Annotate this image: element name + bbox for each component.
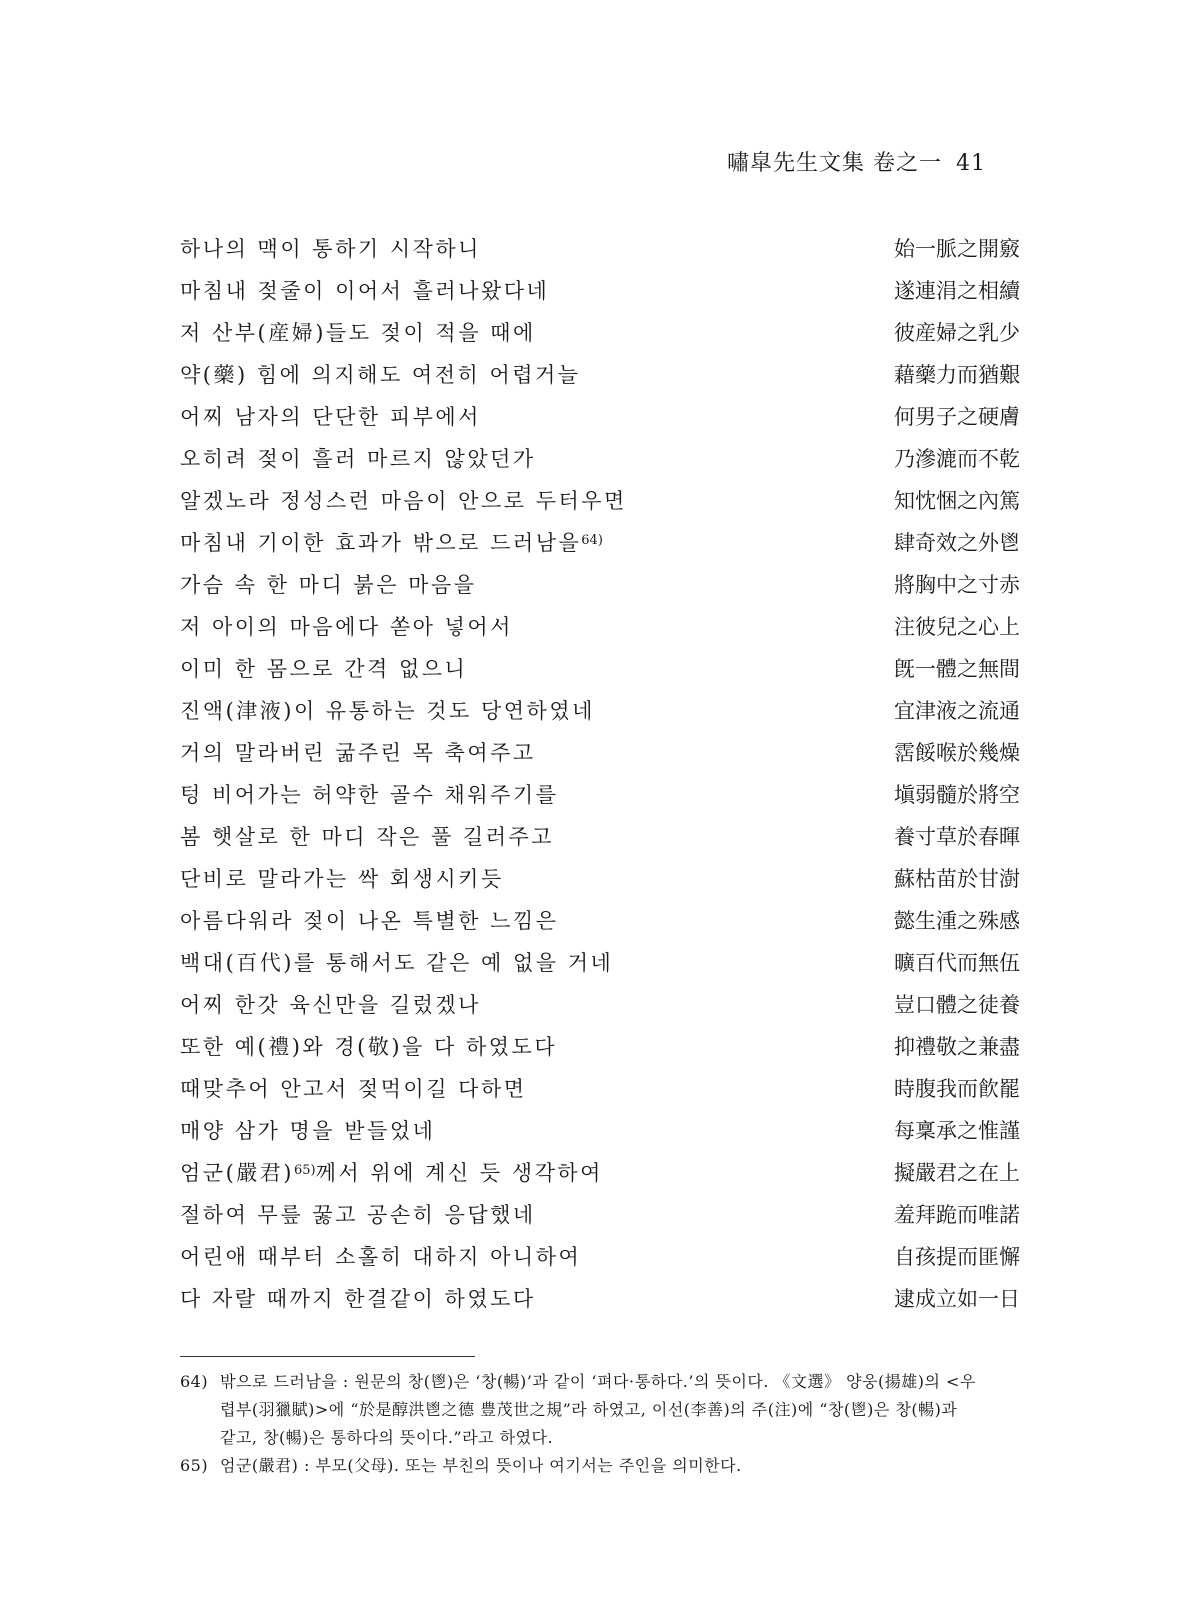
chinese-original: 曠百代而無伍 <box>894 951 1020 975</box>
verse-line <box>180 732 1020 774</box>
verse-line <box>180 774 1020 816</box>
korean-translation <box>180 1278 536 1320</box>
verse-line <box>180 984 1020 1026</box>
verse-line <box>180 396 1020 438</box>
korean-translation <box>180 1236 581 1278</box>
verse-line <box>180 1026 1020 1068</box>
footnote-line: 같고, 창(暢)은 통하다의 뜻이다.”라고 하였다. <box>220 1428 554 1447</box>
chinese-original: 時腹我而飮罷 <box>894 1077 1020 1101</box>
verse-line <box>180 1278 1020 1320</box>
verse-line <box>180 1110 1020 1152</box>
korean-text: 또한 예(禮)와 경(敬)을 다 하였도다 <box>180 1035 558 1059</box>
korean-text: 거의 말라버린 굶주린 목 축여주고 <box>180 741 536 765</box>
chinese-original: 肆奇效之外鬯 <box>894 531 1020 555</box>
korean-translation <box>180 312 536 354</box>
chinese-original: 蘇枯苗於甘澍 <box>894 867 1020 891</box>
korean-text: 께서 위에 계신 듯 생각하여 <box>315 1161 603 1185</box>
footnote-line: 엄군(嚴君) : 부모(父母). 또는 부친의 뜻이나 여기서는 주인을 의미한다. <box>220 1456 742 1475</box>
chinese-original: 何男子之硬膚 <box>894 405 1020 429</box>
verse-line <box>180 480 1020 522</box>
chinese-original: 始一脈之開竅 <box>894 237 1020 261</box>
korean-translation <box>180 1110 435 1152</box>
korean-translation <box>180 1026 557 1068</box>
korean-translation <box>180 816 554 858</box>
verse-line <box>180 816 1020 858</box>
chinese-original: 抑禮敬之兼盡 <box>894 1035 1020 1059</box>
korean-text: 어찌 한갓 육신만을 길렀겠나 <box>180 993 481 1017</box>
footnote-rule <box>180 1356 475 1357</box>
chinese-original: 養寸草於春暉 <box>894 825 1020 849</box>
chinese-original: 將胸中之寸赤 <box>894 573 1020 597</box>
korean-text: 엄군(嚴君) <box>180 1161 294 1185</box>
verse-line <box>180 690 1020 732</box>
korean-translation <box>180 354 581 396</box>
korean-translation <box>180 270 549 312</box>
korean-text: 절하여 무릎 꿇고 공손히 응답했네 <box>180 1203 536 1227</box>
korean-translation <box>180 396 481 438</box>
verse-lines <box>180 228 1020 1320</box>
korean-text: 가슴 속 한 마디 붉은 마음을 <box>180 573 477 597</box>
chinese-original: 每稟承之惟謹 <box>894 1119 1020 1143</box>
korean-translation <box>180 228 481 270</box>
verse-line <box>180 606 1020 648</box>
verse-line <box>180 312 1020 354</box>
chinese-original: 自孩提而匪懈 <box>894 1245 1020 1269</box>
verse-line <box>180 522 1020 564</box>
chinese-original: 霑餒喉於幾燥 <box>894 741 1020 765</box>
korean-text: 오히려 젖이 흘러 마르지 않았던가 <box>180 447 536 471</box>
korean-translation <box>180 480 627 522</box>
korean-text: 진액(津液)이 유통하는 것도 당연하였네 <box>180 699 595 723</box>
chinese-original: 知忱悃之內篤 <box>894 489 1020 513</box>
korean-translation <box>180 606 513 648</box>
korean-translation <box>180 900 559 942</box>
korean-text: 아름다워라 젖이 나온 특별한 느낌은 <box>180 909 559 933</box>
chinese-original: 宜津液之流通 <box>894 699 1020 723</box>
korean-translation <box>180 648 467 690</box>
verse-line <box>180 438 1020 480</box>
verse-line <box>180 270 1020 312</box>
page-number: 41 <box>956 151 986 176</box>
korean-translation <box>180 1194 536 1236</box>
chinese-original: 逮成立如一日 <box>894 1287 1020 1311</box>
korean-text: 다 자랄 때까지 한결같이 하였도다 <box>180 1287 536 1311</box>
footnote-64 <box>180 1368 1025 1452</box>
korean-text: 약(藥) 힘에 의지해도 여전히 어렵거늘 <box>180 363 581 387</box>
verse-line <box>180 1152 1020 1194</box>
korean-translation <box>180 984 481 1026</box>
korean-text: 마침내 기이한 효과가 밖으로 드러남을 <box>180 531 582 555</box>
korean-translation <box>180 774 559 816</box>
verse-line <box>180 1236 1020 1278</box>
korean-text: 마침내 젖줄이 이어서 흘러나왔다네 <box>180 279 550 303</box>
korean-text: 어찌 남자의 단단한 피부에서 <box>180 405 481 429</box>
korean-text: 저 아이의 마음에다 쏟아 넣어서 <box>180 615 513 639</box>
chinese-original: 遂連涓之相續 <box>894 279 1020 303</box>
korean-translation <box>180 564 477 606</box>
chinese-original: 乃滲漉而不乾 <box>894 447 1020 471</box>
korean-text: 하나의 맥이 통하기 시작하니 <box>180 237 481 261</box>
chinese-original: 藉藥力而猶艱 <box>894 363 1020 387</box>
korean-translation <box>180 1152 603 1194</box>
korean-translation <box>180 942 613 984</box>
verse-line <box>180 564 1020 606</box>
korean-text: 단비로 말라가는 싹 회생시키듯 <box>180 867 504 891</box>
korean-text: 이미 한 몸으로 간격 없으니 <box>180 657 468 681</box>
footnote-line: 밖으로 드러남을 : 원문의 창(鬯)은 ‘창(暢)’과 같이 ‘펴다⋅통하다.’의 뜻이다. 《文選》 양웅(揚雄)의 <우 <box>220 1372 976 1391</box>
footnote-line: 렵부(羽獵賦)>에 “於是醇洪鬯之德 豊茂世之規”라 하였고, 이선(李善)의 주(注)에 “창(鬯)은 창(暢)과 <box>220 1400 958 1419</box>
verse-line <box>180 228 1020 270</box>
korean-translation <box>180 1068 527 1110</box>
footnote-number: 65) <box>180 1456 209 1475</box>
chinese-original: 旣一體之無間 <box>894 657 1020 681</box>
korean-text: 봄 햇살로 한 마디 작은 풀 길러주고 <box>180 825 555 849</box>
korean-translation <box>180 522 603 564</box>
korean-text: 어린애 때부터 소홀히 대하지 아니하여 <box>180 1245 582 1269</box>
korean-translation <box>180 690 595 732</box>
header-title: 嘯皐先生文集 卷之一 <box>727 151 942 176</box>
verse-line <box>180 1194 1020 1236</box>
korean-translation <box>180 858 504 900</box>
chinese-original: 塡弱髓於將空 <box>894 783 1020 807</box>
chinese-original: 擬嚴君之在上 <box>894 1161 1020 1185</box>
korean-text: 저 산부(産婦)들도 젖이 적을 때에 <box>180 321 536 345</box>
running-header <box>727 146 986 177</box>
korean-text: 때맞추어 안고서 젖먹이길 다하면 <box>180 1077 527 1101</box>
chinese-original: 懿生湩之殊感 <box>894 909 1020 933</box>
chinese-original: 注彼兒之心上 <box>894 615 1020 639</box>
korean-text: 텅 비어가는 허약한 골수 채워주기를 <box>180 783 559 807</box>
chinese-original: 羞拜跪而唯諾 <box>894 1203 1020 1227</box>
korean-translation <box>180 732 536 774</box>
footnote-marker: 64) <box>581 533 603 548</box>
verse-line <box>180 942 1020 984</box>
verse-line <box>180 900 1020 942</box>
korean-translation <box>180 438 536 480</box>
verse-line <box>180 858 1020 900</box>
chinese-original: 豈口體之徒養 <box>894 993 1020 1017</box>
footnote-marker: 65) <box>293 1163 316 1178</box>
footnote-number: 64) <box>180 1372 209 1391</box>
verse-line <box>180 1068 1020 1110</box>
verse-line <box>180 648 1020 690</box>
korean-text: 알겠노라 정성스런 마음이 안으로 두터우면 <box>180 489 627 513</box>
verse-line <box>180 354 1020 396</box>
korean-text: 백대(百代)를 통해서도 같은 예 없을 거네 <box>180 951 614 975</box>
chinese-original: 彼産婦之乳少 <box>894 321 1020 345</box>
footnote-65 <box>180 1452 1025 1480</box>
korean-text: 매양 삼가 명을 받들었네 <box>180 1119 436 1143</box>
